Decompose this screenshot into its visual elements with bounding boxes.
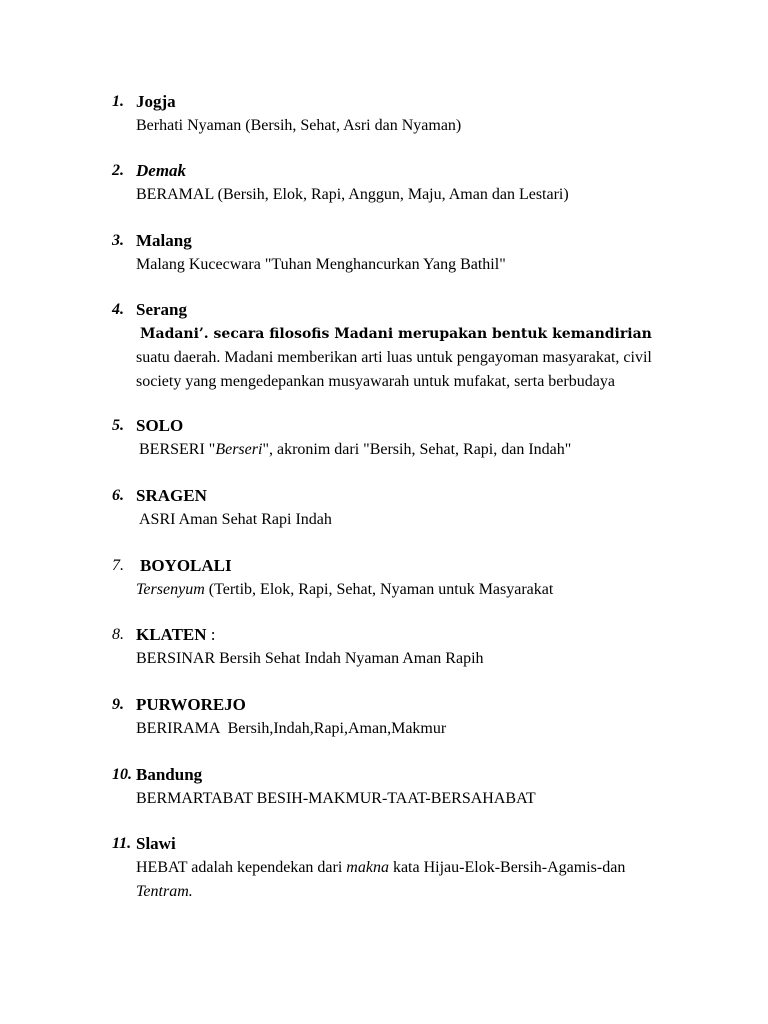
item-number: 2. [112, 162, 124, 179]
description-rest: suatu daerah. Madani memberikan arti luas untuk pengayoman masyarakat, civil society yang mengedepankan musyawarah untuk mufakat, serta berbudaya [136, 349, 652, 390]
item-title: Jogja [136, 92, 176, 111]
item-title [136, 624, 216, 646]
description-lead: Madani’. secara filosofis Madani merupakan bentuk kemandirian [140, 326, 652, 342]
item-description: Berhati Nyaman (Bersih, Sehat, Asri dan Nyaman) [136, 117, 462, 134]
description-italic: Tersenyum [136, 581, 205, 598]
item-title: PURWOREJO [136, 695, 246, 714]
item-title: Malang [136, 231, 192, 250]
item-number: 10. [112, 766, 132, 783]
item-description [136, 322, 676, 394]
item-description: BERAMAL (Bersih, Elok, Rapi, Anggun, Maju, Aman dan Lestari) [136, 186, 569, 203]
item-number: 5. [112, 417, 124, 434]
item-number: 6. [112, 487, 124, 504]
item-number: 7. [112, 557, 124, 574]
item-title: Demak [136, 161, 187, 180]
item-description [139, 438, 687, 462]
description-italic: makna [346, 859, 389, 876]
description-line2: Tentram. [136, 883, 193, 900]
description-italic: Berseri [215, 441, 263, 458]
item-description: Malang Kucecwara "Tuhan Menghancurkan Yang Bathil" [136, 256, 506, 273]
item-description [136, 578, 684, 602]
item-description: BERMARTABAT BESIH-MAKMUR-TAAT-BERSAHABAT [136, 790, 536, 807]
description-post: ", akronim dari "Bersih, Sehat, Rapi, dan Indah" [262, 441, 572, 458]
item-number: 3. [112, 232, 124, 249]
item-number: 1. [112, 93, 124, 110]
item-description [136, 856, 684, 904]
item-description: BERIRAMA Bersih,Indah,Rapi,Aman,Makmur [136, 720, 447, 737]
item-number: 11. [112, 835, 132, 852]
item-description: ASRI Aman Sehat Rapi Indah [139, 511, 332, 528]
description-post: (Tertib, Elok, Rapi, Sehat, Nyaman untuk Masyarakat [204, 581, 554, 598]
item-title-suffix: : [206, 625, 216, 644]
item-title: Bandung [136, 765, 203, 784]
item-title: SOLO [136, 416, 184, 435]
item-title: SRAGEN [136, 486, 207, 505]
item-number: 8. [112, 626, 124, 643]
item-number: 9. [112, 696, 124, 713]
item-title: Slawi [136, 834, 176, 853]
item-number: 4. [112, 301, 124, 318]
item-title-text: KLATEN [136, 625, 207, 644]
description-pre: HEBAT adalah kependekan dari [136, 859, 347, 876]
item-title: BOYOLALI [140, 556, 232, 575]
description-pre: BERSERI " [139, 441, 216, 458]
description-post: kata Hijau-Elok-Bersih-Agamis-dan [388, 859, 626, 876]
item-title: Serang [136, 300, 187, 319]
item-description: BERSINAR Bersih Sehat Indah Nyaman Aman Rapih [136, 650, 484, 667]
